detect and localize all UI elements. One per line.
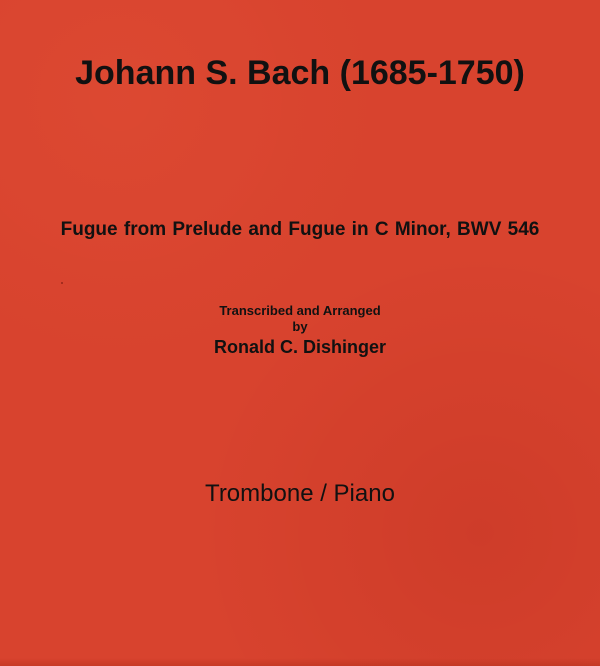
page-edge-shadow xyxy=(0,658,600,666)
credit-by: by xyxy=(292,319,308,334)
transcription-credit: Transcribed and Arranged xyxy=(219,303,381,318)
paper-speck xyxy=(61,282,63,284)
composer-heading: Johann S. Bach (1685-1750) xyxy=(75,54,525,92)
arranger-name: Ronald C. Dishinger xyxy=(213,337,386,357)
work-title: Fugue from Prelude and Fugue in C Minor, BWV 546 xyxy=(60,219,540,240)
instrumentation-label: Trombone / Piano xyxy=(205,480,395,507)
